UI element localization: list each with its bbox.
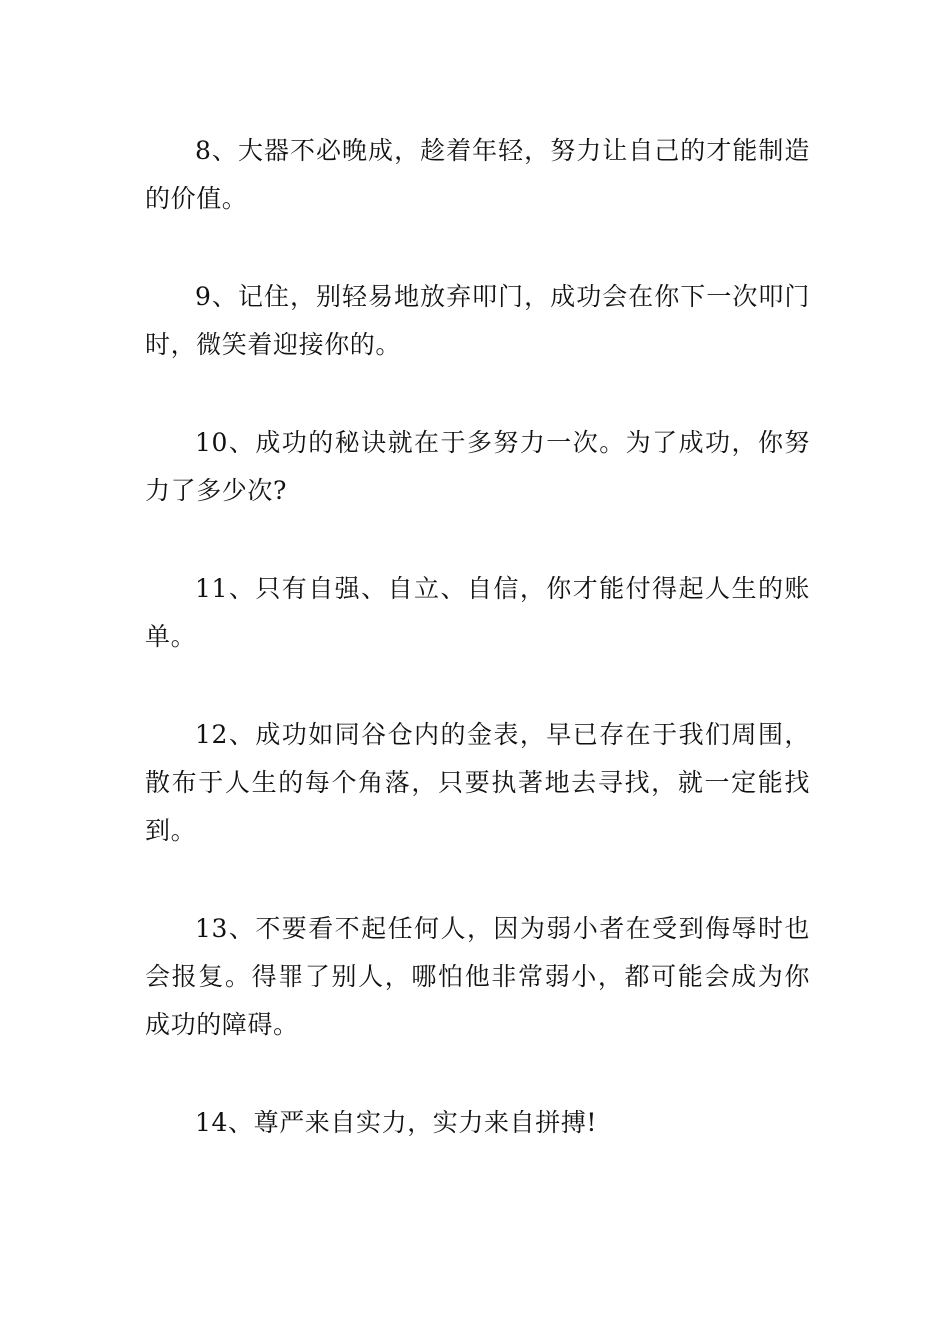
paragraph-12: 12、成功如同谷仓内的金表，早已存在于我们周围，散布于人生的每个角落，只要执著地去寻找，就一定能找到。 <box>145 720 810 845</box>
paragraph-14: 14、尊严来自实力，实力来自拼搏! <box>195 1108 598 1137</box>
paragraph-9: 9、记住，别轻易地放弃叩门，成功会在你下一次叩门时，微笑着迎接你的。 <box>145 282 810 359</box>
paragraph-13: 13、不要看不起任何人，因为弱小者在受到侮辱时也会报复。得罪了别人，哪怕他非常弱小，都可能会成为你成功的障碍。 <box>145 914 810 1039</box>
paragraph-8: 8、大器不必晚成，趁着年轻，努力让自己的才能制造的价值。 <box>145 136 810 213</box>
paragraph-10: 10、成功的秘诀就在于多努力一次。为了成功，你努力了多少次? <box>145 428 810 505</box>
document-body <box>145 127 810 1197</box>
paragraph-11: 11、只有自强、自立、自信，你才能付得起人生的账单。 <box>145 574 810 651</box>
